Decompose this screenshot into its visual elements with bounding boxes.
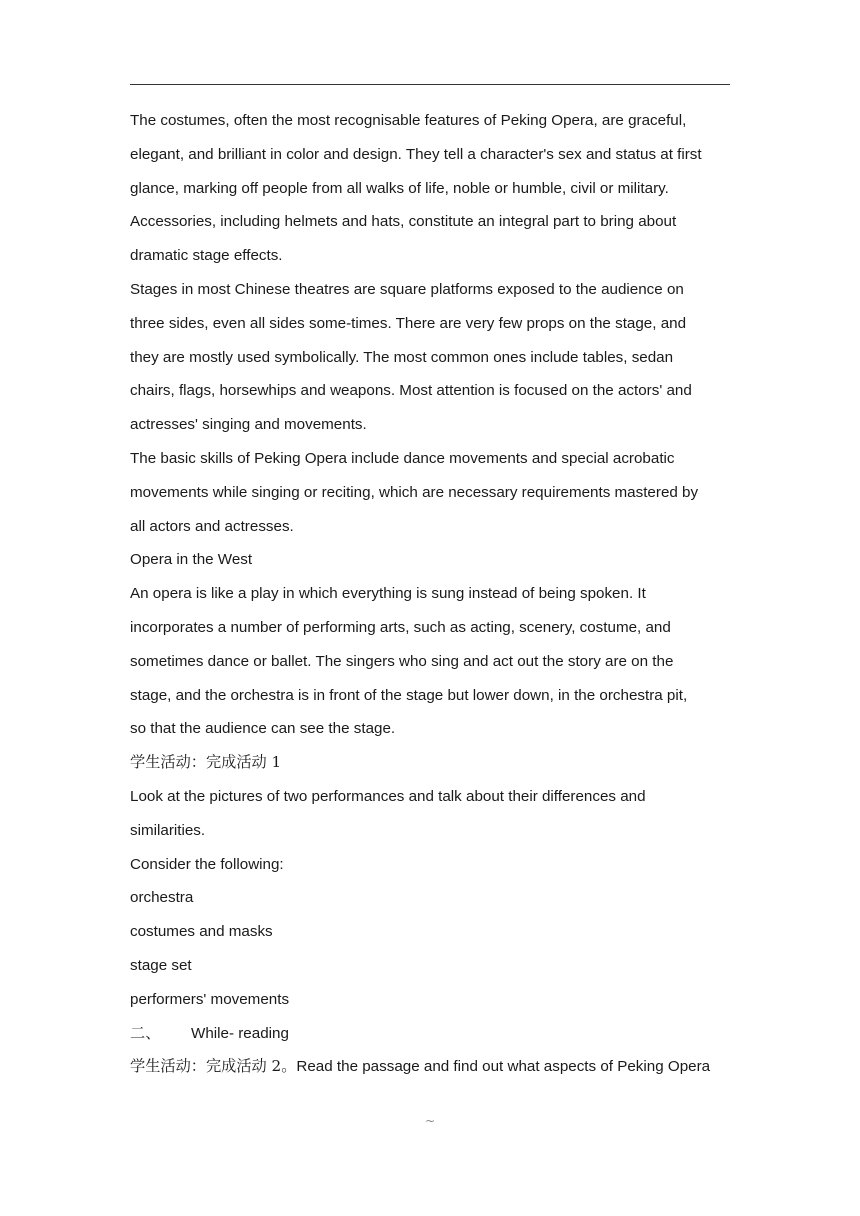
paragraph-line: Accessories, including helmets and hats, constitute an integral part to bring about (130, 213, 677, 231)
paragraph-line: An opera is like a play in which everything is sung instead of being spoken. It (130, 585, 646, 603)
paragraph-line: movements while singing or reciting, which are necessary requirements mastered by (130, 483, 699, 501)
paragraph-line: The costumes, often the most recognisable features of Peking Opera, are graceful, (130, 112, 687, 129)
paragraph-line: they are mostly used symbolically. The most common ones include tables, sedan (130, 348, 674, 366)
paragraph-line: glance, marking off people from all walks of life, noble or humble, civil or military. (130, 179, 669, 197)
paragraph-line: stage, and the orchestra is in front of the stage but lower down, in the orchestra pit, (130, 686, 688, 704)
paragraph-line: Stages in most Chinese theatres are square platforms exposed to the audience on (130, 280, 684, 298)
paragraph-line: sometimes dance or ballet. The singers who sing and act out the story are on the (130, 652, 674, 670)
numbered-heading (130, 1017, 742, 1051)
activity-label: 学生活动：完成活动 2 (130, 1057, 282, 1076)
list-item: orchestra (130, 889, 194, 907)
paragraph-line: chairs, flags, horsewhips and weapons. Most attention is focused on the actors' and (130, 382, 692, 400)
paragraph-line: The basic skills of Peking Opera include dance movements and special acrobatic (130, 449, 675, 467)
paragraph-line: so that the audience can see the stage. (130, 720, 396, 738)
activity-label: 学生活动：完成活动 1 (130, 753, 282, 772)
paragraph-line: three sides, even all sides some-times. There are very few props on the stage, and (130, 314, 687, 332)
paragraph-line: actresses' singing and movements. (130, 416, 367, 434)
paragraph-line: similarities. (130, 821, 206, 839)
document-body (130, 104, 742, 1084)
paragraph-line: dramatic stage effects. (130, 247, 283, 265)
list-item: stage set (130, 956, 192, 974)
paragraph-line: incorporates a number of performing arts, such as acting, scenery, costume, and (130, 618, 671, 636)
paragraph-line: Consider the following: (130, 855, 284, 873)
paragraph-line: all actors and actresses. (130, 517, 294, 535)
section-heading: Opera in the West (130, 551, 253, 569)
list-item: costumes and masks (130, 923, 273, 941)
activity-text: 。Read the passage and find out what aspects of Peking Opera (281, 1058, 711, 1076)
activity-line (130, 1050, 742, 1084)
section-title: While- reading (191, 1024, 289, 1042)
paragraph-line: elegant, and brilliant in color and design. They tell a character's sex and status at first (130, 145, 702, 163)
list-item: performers' movements (130, 990, 290, 1008)
paragraph-line: Look at the pictures of two performances and talk about their differences and (130, 787, 646, 805)
footer-mark: ~ (424, 1114, 436, 1128)
header-rule (130, 84, 730, 85)
section-number: 二、 (130, 1023, 161, 1042)
